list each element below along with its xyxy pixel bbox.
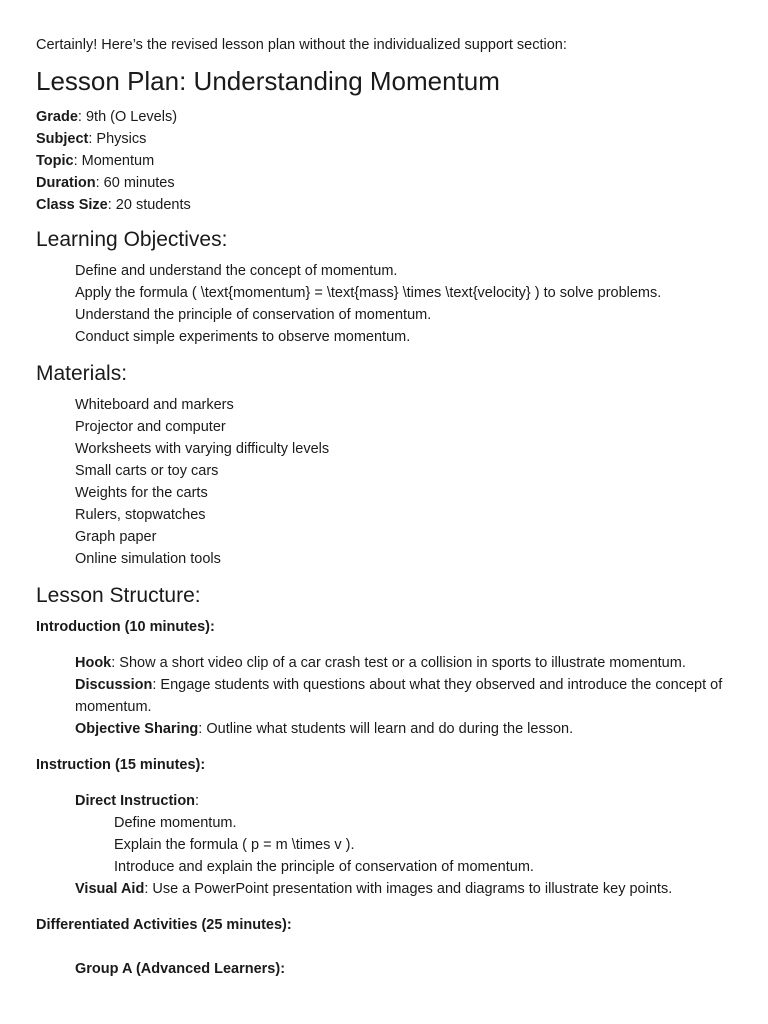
subheading-differentiated: Differentiated Activities (25 minutes): [36,917,292,933]
list-item: Conduct simple experiments to observe momentum. [75,329,411,345]
list-item: Understand the principle of conservation of momentum. [75,307,432,323]
cut-off-item: Group A (Advanced Learners): [75,961,286,977]
meta-label: Duration [36,175,96,191]
list-item: Explain the formula ( p = m \times v ). [114,837,355,853]
meta-value: : Physics [88,131,147,147]
lesson-plan-document [36,34,748,977]
item-text: : Engage students with questions about what they observed and introduce the concept of momentum. [75,677,723,715]
list-item [75,790,748,812]
list-item [75,674,748,718]
list-item: Rulers, stopwatches [75,507,206,523]
intro-text: Certainly! Here’s the revised lesson plan without the individualized support section: [36,37,567,53]
meta-label: Topic [36,153,74,169]
objectives-list [75,260,748,348]
list-item: Online simulation tools [75,551,221,567]
list-item: Graph paper [75,529,157,545]
item-text: : Outline what students will learn and do during the lesson. [198,721,574,737]
item-label: Direct Instruction [75,793,196,809]
list-item: Apply the formula ( \text{momentum} = \text{mass} \times \text{velocity} ) to solve problems. [75,285,662,301]
meta-value: : 20 students [107,197,191,213]
introduction-items [75,652,748,740]
list-item [75,878,748,900]
item-text: : Show a short video clip of a car crash test or a collision in sports to illustrate momentum. [111,655,686,671]
subheading-instruction: Instruction (15 minutes): [36,757,206,773]
section-heading-objectives: Learning Objectives: [36,228,228,251]
direct-instruction-list [114,812,748,878]
meta-subject [36,128,748,150]
meta-label: Class Size [36,197,108,213]
instruction-items [75,790,748,900]
page-title: Lesson Plan: Understanding Momentum [36,66,500,96]
meta-grade [36,106,748,128]
list-item: Worksheets with varying difficulty levels [75,441,330,457]
meta-value: : 9th (O Levels) [77,109,178,125]
item-label: Objective Sharing [75,721,199,737]
item-label: Hook [75,655,112,671]
list-item: Introduce and explain the principle of conservation of momentum. [114,859,534,875]
list-item [75,718,748,740]
meta-label: Grade [36,109,78,125]
item-text: : [195,793,200,809]
section-heading-materials: Materials: [36,362,128,385]
list-item: Define momentum. [114,815,237,831]
meta-value: : Momentum [73,153,155,169]
meta-class-size [36,194,748,216]
meta-label: Subject [36,131,89,147]
meta-topic [36,150,748,172]
item-label: Discussion [75,677,153,693]
section-heading-structure: Lesson Structure: [36,584,201,607]
list-item: Small carts or toy cars [75,463,219,479]
list-item [75,652,748,674]
list-item: Weights for the carts [75,485,208,501]
list-item: Projector and computer [75,419,226,435]
list-item: Define and understand the concept of momentum. [75,263,398,279]
item-label: Visual Aid [75,881,145,897]
item-text: : Use a PowerPoint presentation with images and diagrams to illustrate key points. [144,881,673,897]
materials-list [75,394,748,570]
meta-value: : 60 minutes [95,175,175,191]
list-item: Whiteboard and markers [75,397,234,413]
meta-duration [36,172,748,194]
lesson-meta [36,106,748,216]
subheading-introduction: Introduction (10 minutes): [36,619,215,635]
